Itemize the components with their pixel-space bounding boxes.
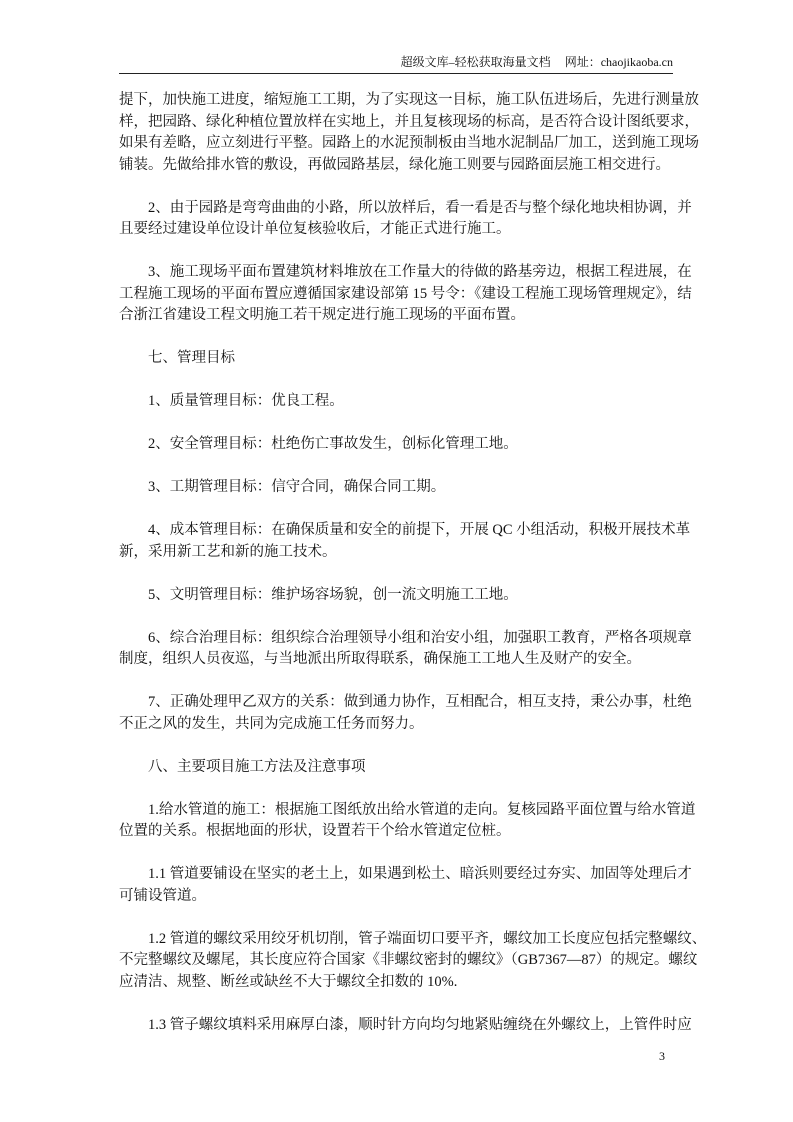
header-site-name: 超级文库–轻松获取海量文档	[400, 55, 551, 69]
text-line: 6、综合治理目标：组织综合治理领导小组和治安小组，加强职工教育，严格各项规章	[148, 629, 692, 646]
paragraph	[119, 434, 673, 456]
paragraph	[119, 262, 692, 327]
text-line: 2、由于园路是弯弯曲曲的小路，所以放样后，看一看是否与整个绿化地块相协调，并	[148, 199, 692, 216]
page-header	[119, 54, 673, 74]
text-line: 八、主要项目施工方法及注意事项	[148, 758, 366, 775]
text-line: 位置的关系。根据地面的形状，设置若干个给水管道定位桩。	[119, 823, 511, 839]
paragraph	[119, 628, 692, 671]
text-line: 1.2 管道的螺纹采用绞牙机切削，管子端面切口要平齐，螺纹加工长度应包括完整螺纹、	[148, 930, 707, 947]
text-line: 1、质量管理目标：优良工程。	[148, 393, 344, 409]
text-line: 1.3 管子螺纹填料采用麻厚白漆，顺时针方向均匀地紧贴缠绕在外螺纹上，上管件时应	[148, 1016, 692, 1033]
text-line: 且要经过建设单位设计单位复核验收后，才能正式进行施工。	[119, 221, 511, 237]
text-line: 铺装。先做给排水管的敷设，再做园路基层，绿化施工则要与园路面层施工相交进行。	[119, 156, 670, 173]
text-line: 工程施工现场的平面布置应遵循国家建设部第 15 号令：《建设工程施工现场管理规定》，结	[119, 285, 692, 302]
text-line: 可铺设管道。	[119, 887, 206, 904]
text-line: 新，采用新工艺和新的施工技术。	[119, 543, 337, 560]
text-line: 4、成本管理目标：在确保质量和安全的前提下，开展 QC 小组活动，积极开展技术革	[148, 522, 691, 538]
text-line: 不正之风的发生，共同为完成施工任务而努力。	[119, 715, 424, 732]
page-number: 3	[659, 1049, 665, 1063]
paragraph	[119, 198, 692, 241]
document-body	[119, 90, 707, 1058]
paragraph	[119, 348, 673, 370]
text-line: 如果有差略，应立刻进行平整。园路上的水泥预制板由当地水泥制品厂加工，送到施工现场	[119, 135, 699, 151]
text-line: 应清洁、规整、断丝或缺丝不大于螺纹全扣数的 10%.	[119, 973, 458, 990]
paragraph	[119, 90, 699, 176]
text-line: 5、文明管理目标：维护场容场貌，创一流文明施工工地。	[148, 586, 518, 603]
text-line: 制度，组织人员夜巡，与当地派出所取得联系，确保施工工地人生及财产的安全。	[119, 651, 641, 667]
paragraph	[119, 692, 692, 735]
paragraph	[119, 864, 692, 907]
paragraph	[119, 391, 673, 413]
text-line: 1.给水管道的施工：根据施工图纸放出给水管道的走向。复核园路平面位置与给水管道	[148, 801, 696, 818]
text-line: 7、正确处理甲乙双方的关系：做到通力协作，互相配合，相互支持，秉公办事，杜绝	[148, 694, 692, 710]
text-line: 样，把园路、绿化种植位置放样在实地上，并且复核现场的标高，是否符合设计图纸要求，	[119, 113, 699, 130]
paragraph	[119, 585, 673, 607]
header-url: 网址：chaojikaoba.cn	[564, 55, 673, 69]
paragraph	[119, 800, 696, 843]
paragraph	[119, 929, 707, 994]
text-line: 不完整螺纹及螺尾，其长度应符合国家《非螺纹密封的螺纹》（GB7367—87）的规定。螺纹	[119, 952, 698, 968]
paragraph	[119, 1015, 692, 1037]
paragraph	[119, 757, 673, 779]
text-line: 2、安全管理目标：杜绝伤亡事故发生，创标化管理工地。	[148, 436, 518, 452]
text-line: 1.1 管道要铺设在坚实的老土上，如果遇到松土、暗浜则要经过夯实、加固等处理后才	[148, 866, 692, 882]
text-line: 合浙江省建设工程文明施工若干规定进行施工现场的平面布置。	[119, 307, 525, 323]
text-line: 七、管理目标	[148, 350, 235, 366]
text-line: 3、施工现场平面布置建筑材料堆放在工作量大的待做的路基旁边，根据工程进展，在	[148, 264, 692, 280]
paragraph	[119, 477, 673, 499]
paragraph	[119, 520, 691, 563]
text-line: 提下，加快施工进度，缩短施工工期，为了实现这一目标，施工队伍进场后，先进行测量放	[119, 92, 699, 108]
text-line: 3、工期管理目标：信守合同，确保合同工期。	[148, 479, 446, 495]
